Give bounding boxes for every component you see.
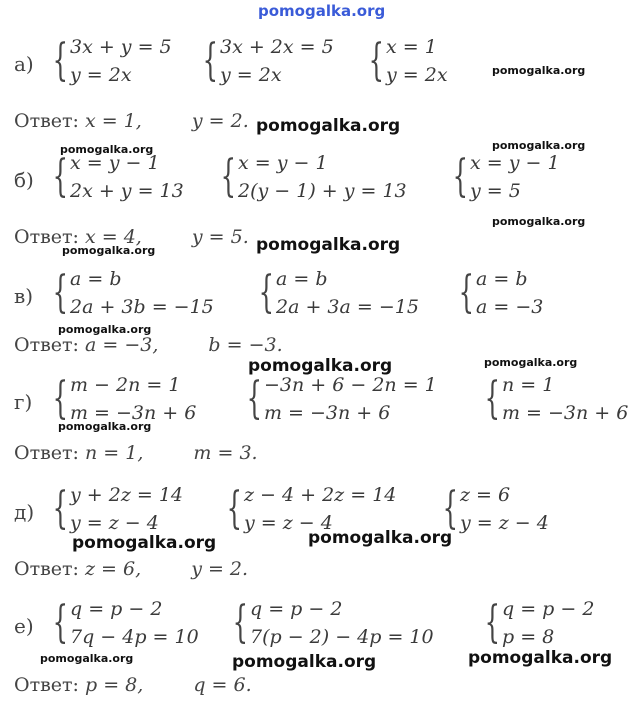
- brace-icon: {: [226, 483, 242, 535]
- equation: m = −3n + 6: [264, 402, 391, 424]
- watermark: pomogalka.org: [468, 648, 613, 668]
- brace-icon: {: [368, 35, 384, 87]
- system-f-1: [40, 598, 199, 648]
- brace-icon: {: [452, 151, 468, 203]
- brace-icon: {: [52, 267, 68, 319]
- equation: 2(y − 1) + y = 13: [238, 180, 407, 202]
- answer-word: Ответ:: [14, 442, 79, 464]
- watermark: pomogalka.org: [492, 215, 586, 228]
- problem-label-b: б): [14, 168, 34, 192]
- answer-word: Ответ:: [14, 226, 79, 248]
- answer-word: Ответ:: [14, 558, 79, 580]
- equation: z − 4 + 2z = 14: [244, 484, 397, 506]
- answer-value-1: a = −3,: [85, 334, 159, 356]
- equation: q = p − 2: [70, 598, 163, 620]
- system-a-1: [40, 36, 172, 86]
- watermark: pomogalka.org: [40, 652, 134, 665]
- system-b-1: [40, 152, 184, 202]
- answer-f: [14, 674, 252, 696]
- system-c-3: [446, 268, 543, 318]
- watermark: pomogalka.org: [492, 64, 586, 77]
- brace-icon: {: [484, 597, 500, 649]
- equation: z = 6: [460, 484, 511, 506]
- brace-icon: {: [484, 373, 500, 425]
- answer-word: Ответ:: [14, 674, 79, 696]
- system-a-3: [356, 36, 448, 86]
- problem-label-e: д): [14, 500, 35, 524]
- equation: n = 1: [502, 374, 555, 396]
- system-c-1: [40, 268, 214, 318]
- watermark: pomogalka.org: [256, 235, 401, 255]
- answer-value-1: p = 8,: [85, 674, 144, 696]
- system-d-2: [234, 374, 437, 424]
- brace-icon: {: [52, 483, 68, 535]
- brace-icon: {: [202, 35, 218, 87]
- watermark: pomogalka.org: [248, 356, 393, 376]
- equation: y + 2z = 14: [70, 484, 184, 506]
- equation: q = p − 2: [502, 598, 595, 620]
- brace-icon: {: [220, 151, 236, 203]
- problem-label-d: г): [14, 390, 33, 414]
- answer-value-2: y = 2.: [191, 110, 249, 132]
- answer-value-1: z = 6,: [85, 558, 142, 580]
- equation: 2x + y = 13: [70, 180, 184, 202]
- equation: 7q − 4p = 10: [70, 626, 199, 648]
- brace-icon: {: [52, 151, 68, 203]
- equation: 2a + 3b = −15: [70, 296, 214, 318]
- equation: 2a + 3a = −15: [276, 296, 419, 318]
- watermark: pomogalka.org: [232, 652, 377, 672]
- watermark: pomogalka.org: [484, 356, 578, 369]
- system-e-1: [40, 484, 183, 534]
- equation: −3n + 6 − 2n = 1: [264, 374, 437, 396]
- brace-icon: {: [52, 35, 68, 87]
- answer-word: Ответ:: [14, 110, 79, 132]
- equation: m = −3n + 6: [502, 402, 629, 424]
- watermark: pomogalka.org: [308, 528, 453, 548]
- system-f-2: [220, 598, 434, 648]
- equation: p = 8: [502, 626, 555, 648]
- answer-value-2: y = 2.: [191, 558, 249, 580]
- answer-value-1: x = 4,: [85, 226, 142, 248]
- answer-value-2: q = 6.: [193, 674, 252, 696]
- watermark: pomogalka.org: [256, 116, 401, 136]
- answer-c: [14, 334, 283, 356]
- brace-icon: {: [232, 597, 248, 649]
- problem-label-c: в): [14, 284, 34, 308]
- equation: y = 2x: [70, 64, 132, 86]
- equation: y = z − 4: [460, 512, 549, 534]
- watermark: pomogalka.org: [58, 323, 152, 336]
- system-f-3: [472, 598, 594, 648]
- watermark: pomogalka.org: [62, 244, 156, 257]
- equation: m − 2n = 1: [70, 374, 181, 396]
- system-b-3: [440, 152, 560, 202]
- brace-icon: {: [442, 483, 458, 535]
- system-e-2: [214, 484, 396, 534]
- equation: x = 1: [386, 36, 437, 58]
- answer-e: [14, 558, 248, 580]
- equation: q = p − 2: [250, 598, 343, 620]
- brace-icon: {: [246, 373, 262, 425]
- equation: y = z − 4: [244, 512, 333, 534]
- equation: y = 5: [470, 180, 521, 202]
- system-a-2: [190, 36, 334, 86]
- site-header-link[interactable]: pomogalka.org: [258, 2, 386, 20]
- answer-value-2: b = −3.: [208, 334, 283, 356]
- brace-icon: {: [258, 267, 274, 319]
- system-e-3: [430, 484, 549, 534]
- brace-icon: {: [52, 373, 68, 425]
- equation: m = −3n + 6: [70, 402, 197, 424]
- answer-value-1: x = 1,: [85, 110, 142, 132]
- watermark: pomogalka.org: [492, 139, 586, 152]
- equation: 7(p − 2) − 4p = 10: [250, 626, 434, 648]
- watermark: pomogalka.org: [58, 420, 152, 433]
- answer-d: [14, 442, 258, 464]
- equation: 3x + y = 5: [70, 36, 172, 58]
- equation: x = y − 1: [70, 152, 160, 174]
- equation: y = z − 4: [70, 512, 159, 534]
- answer-value-1: n = 1,: [85, 442, 144, 464]
- answer-word: Ответ:: [14, 334, 79, 356]
- equation: y = 2x: [386, 64, 448, 86]
- equation: 3x + 2x = 5: [220, 36, 334, 58]
- brace-icon: {: [458, 267, 474, 319]
- equation: y = 2x: [220, 64, 282, 86]
- problem-label-a: а): [14, 52, 34, 76]
- equation: x = y − 1: [238, 152, 328, 174]
- brace-icon: {: [52, 597, 68, 649]
- system-b-2: [208, 152, 407, 202]
- answer-value-2: y = 5.: [191, 226, 249, 248]
- equation: a = −3: [476, 296, 544, 318]
- system-d-3: [472, 374, 628, 424]
- watermark: pomogalka.org: [60, 143, 154, 156]
- equation: a = b: [276, 268, 328, 290]
- equation: x = y − 1: [470, 152, 560, 174]
- problem-label-f: е): [14, 614, 34, 638]
- system-d-1: [40, 374, 196, 424]
- system-c-2: [246, 268, 419, 318]
- equation: a = b: [476, 268, 528, 290]
- equation: a = b: [70, 268, 122, 290]
- answer-a: [14, 110, 249, 132]
- answer-value-2: m = 3.: [193, 442, 258, 464]
- watermark: pomogalka.org: [72, 533, 217, 553]
